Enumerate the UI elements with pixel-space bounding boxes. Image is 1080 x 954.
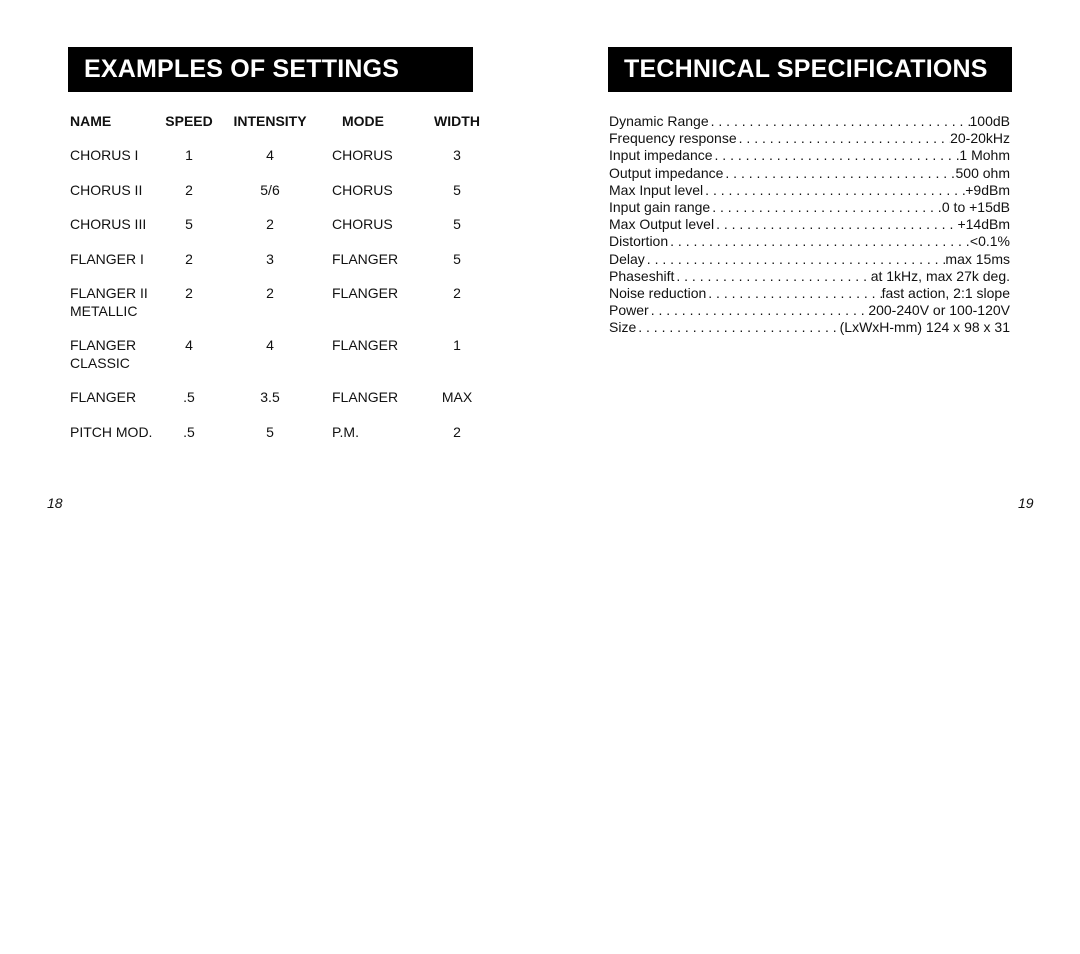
setting-intensity: 4 bbox=[266, 337, 274, 353]
table-row bbox=[68, 329, 486, 381]
setting-name: PITCH MOD. bbox=[70, 423, 153, 440]
spec-row bbox=[609, 319, 1010, 336]
setting-mode: FLANGER bbox=[332, 389, 399, 405]
dot-leader bbox=[706, 285, 881, 302]
setting-intensity: 3 bbox=[266, 250, 274, 267]
setting-speed: .5 bbox=[183, 423, 195, 440]
dot-leader bbox=[709, 113, 970, 130]
setting-name: CHORUS II bbox=[70, 181, 143, 198]
dot-leader bbox=[714, 216, 957, 233]
setting-mode: FLANGER bbox=[332, 285, 399, 301]
page-number-left: 18 bbox=[47, 495, 63, 511]
dot-leader bbox=[645, 251, 946, 268]
spec-row bbox=[609, 130, 1010, 147]
dot-leader bbox=[710, 199, 942, 216]
spec-label: Power bbox=[609, 302, 649, 319]
dot-leader bbox=[737, 130, 950, 147]
dot-leader bbox=[668, 233, 970, 250]
setting-width: 2 bbox=[453, 285, 461, 301]
spec-value: at 1kHz, max 27k deg. bbox=[870, 267, 1010, 284]
spec-value: 500 ohm bbox=[955, 164, 1010, 181]
table-row bbox=[68, 416, 486, 451]
spec-label: Phaseshift bbox=[609, 267, 675, 284]
setting-width: 3 bbox=[453, 147, 461, 163]
spec-value: max 15ms bbox=[945, 250, 1010, 267]
spec-row bbox=[609, 113, 1010, 130]
technical-specifications-heading: TECHNICAL SPECIFICATIONS bbox=[608, 47, 1012, 92]
setting-width: 1 bbox=[453, 337, 461, 353]
column-header-name: NAME bbox=[70, 113, 112, 129]
dot-leader bbox=[636, 319, 839, 336]
column-header-mode: MODE bbox=[342, 113, 384, 129]
column-header-width: WIDTH bbox=[434, 113, 480, 129]
examples-of-settings-heading: EXAMPLES OF SETTINGS bbox=[68, 47, 473, 92]
setting-mode: CHORUS bbox=[332, 147, 393, 163]
setting-name: FLANGER bbox=[70, 389, 137, 405]
spec-value: 20-20kHz bbox=[950, 130, 1010, 147]
setting-width: 2 bbox=[453, 423, 461, 440]
column-header-intensity: INTENSITY bbox=[233, 113, 307, 129]
table-row bbox=[68, 139, 486, 174]
page-number-right: 19 bbox=[1018, 495, 1034, 511]
spec-row bbox=[609, 199, 1010, 216]
spec-row bbox=[609, 147, 1010, 164]
spec-label: Noise reduction bbox=[609, 284, 707, 301]
settings-table bbox=[68, 108, 486, 450]
setting-name: CHORUS I bbox=[70, 147, 139, 163]
setting-intensity: 3.5 bbox=[260, 389, 280, 405]
spec-row bbox=[609, 165, 1010, 182]
setting-mode: P.M. bbox=[332, 423, 359, 440]
spec-value: 1 Mohm bbox=[959, 147, 1010, 164]
spec-label: Input gain range bbox=[609, 198, 711, 215]
setting-speed: 5 bbox=[185, 216, 193, 232]
spec-label: Output impedance bbox=[609, 164, 724, 181]
spec-value: +14dBm bbox=[957, 216, 1010, 233]
setting-width: MAX bbox=[441, 389, 473, 405]
setting-name: CHORUS III bbox=[70, 216, 147, 232]
setting-intensity: 2 bbox=[266, 216, 274, 232]
spec-value: <0.1% bbox=[969, 233, 1010, 250]
setting-intensity: 2 bbox=[266, 285, 274, 301]
spec-list bbox=[609, 113, 1010, 336]
spec-value: 200-240V or 100-120V bbox=[868, 302, 1010, 319]
spec-row bbox=[609, 268, 1010, 285]
dot-leader bbox=[713, 147, 960, 164]
column-header-speed: SPEED bbox=[165, 113, 213, 129]
setting-speed: 2 bbox=[185, 181, 193, 198]
setting-mode: FLANGER bbox=[332, 337, 399, 353]
setting-mode: FLANGER bbox=[332, 250, 399, 267]
spec-label: Input impedance bbox=[609, 147, 713, 164]
table-row bbox=[68, 381, 486, 416]
spec-row bbox=[609, 182, 1010, 199]
spec-value: +9dBm bbox=[965, 181, 1010, 198]
spec-label: Max Output level bbox=[609, 216, 715, 233]
spec-label: Distortion bbox=[609, 233, 669, 250]
settings-table-header-row bbox=[68, 108, 486, 139]
table-row bbox=[68, 277, 486, 329]
spec-row bbox=[609, 233, 1010, 250]
spec-value: 100dB bbox=[969, 113, 1010, 129]
setting-mode: CHORUS bbox=[332, 181, 393, 198]
setting-width: 5 bbox=[453, 181, 461, 198]
setting-mode: CHORUS bbox=[332, 216, 393, 232]
spec-row bbox=[609, 302, 1010, 319]
spec-value: fast action, 2:1 slope bbox=[881, 284, 1010, 301]
setting-speed: .5 bbox=[183, 389, 195, 405]
setting-name: FLANGER CLASSIC bbox=[70, 337, 137, 371]
setting-speed: 2 bbox=[185, 250, 193, 267]
spec-row bbox=[609, 285, 1010, 302]
dot-leader bbox=[723, 165, 955, 182]
dot-leader bbox=[649, 302, 869, 319]
spec-label: Size bbox=[609, 319, 637, 336]
table-row bbox=[68, 243, 486, 278]
spec-row bbox=[609, 216, 1010, 233]
setting-speed: 2 bbox=[185, 285, 193, 301]
spec-row bbox=[609, 251, 1010, 268]
spec-label: Max Input level bbox=[609, 181, 704, 198]
setting-name: FLANGER II METALLIC bbox=[70, 285, 148, 319]
setting-speed: 1 bbox=[185, 147, 193, 163]
spec-value: (LxWxH-mm) 124 x 98 x 31 bbox=[839, 319, 1010, 336]
setting-width: 5 bbox=[453, 250, 461, 267]
table-row bbox=[68, 174, 486, 209]
table-row bbox=[68, 208, 486, 243]
setting-name: FLANGER I bbox=[70, 250, 144, 267]
setting-intensity: 5/6 bbox=[260, 181, 280, 198]
dot-leader bbox=[703, 182, 965, 199]
spec-label: Frequency response bbox=[609, 130, 737, 147]
spec-label: Dynamic Range bbox=[609, 113, 709, 129]
setting-speed: 4 bbox=[185, 337, 193, 353]
dot-leader bbox=[674, 268, 870, 285]
setting-width: 5 bbox=[453, 216, 461, 232]
spec-label: Delay bbox=[609, 250, 645, 267]
setting-intensity: 5 bbox=[266, 423, 274, 440]
spec-value: 0 to +15dB bbox=[941, 198, 1010, 215]
setting-intensity: 4 bbox=[266, 147, 274, 163]
